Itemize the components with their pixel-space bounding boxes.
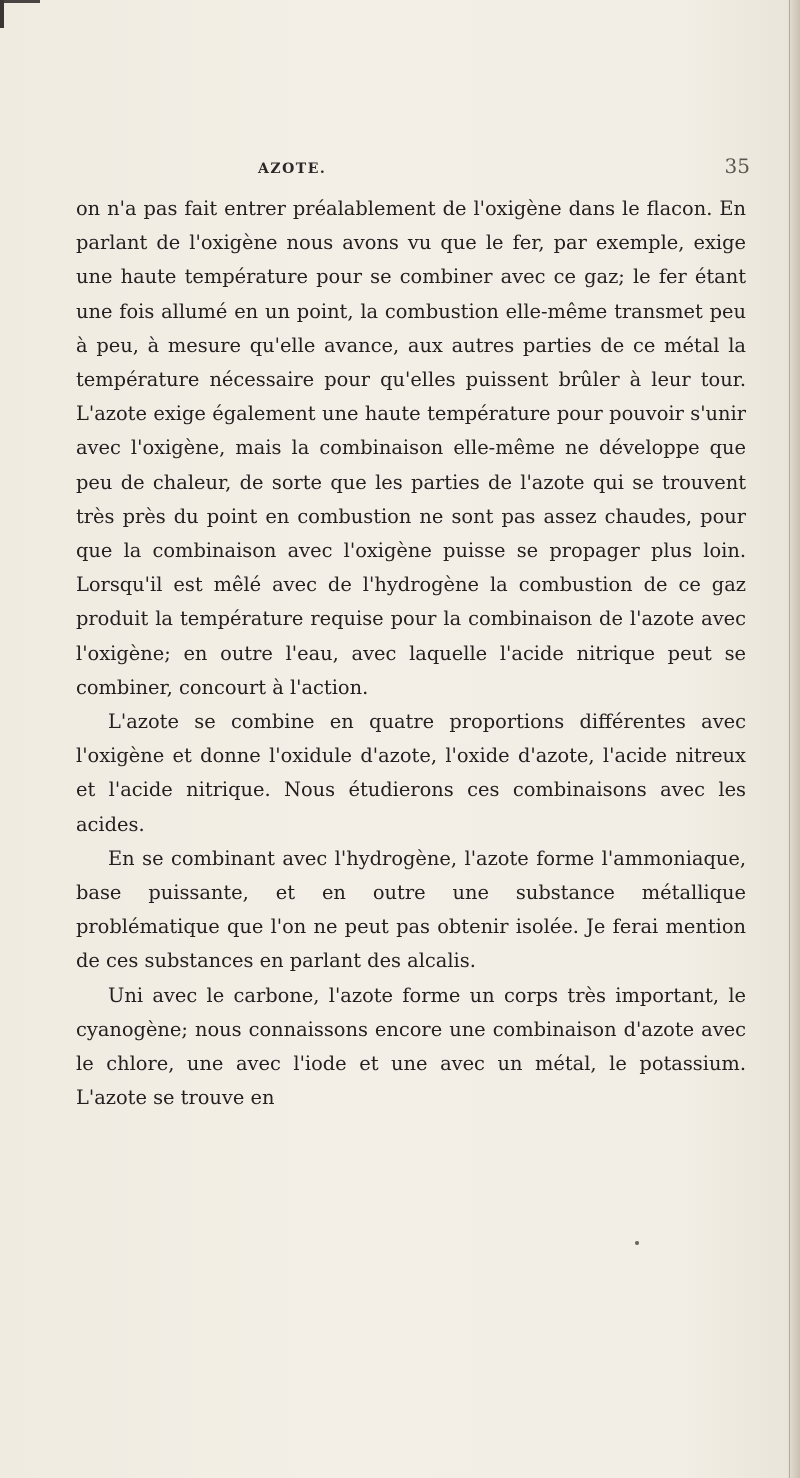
scan-edge-left [0,0,4,28]
paragraph-3: En se combinant avec l'hydrogène, l'azote forme l'ammoniaque, base puissante, et en outre une substance métallique problématique que l'on ne peut pas obtenir isolée. Je ferai mention de ces substances en parlant des alcalis. [76,846,746,973]
body-text [76,192,746,1115]
page-number: 35 [724,154,750,178]
running-title: AZOTE. [258,161,327,177]
paragraph-2: L'azote se combine en quatre proportions différentes avec l'oxigène et donne l'oxidule d'azote, l'oxide d'azote, l'acide nitreux et l'acide nitrique. Nous étudierons ces combinaisons avec les acides. [76,710,746,836]
scan-edge-top [0,0,40,3]
page-fold-line [789,0,790,1478]
paper-speck [635,1241,639,1245]
paragraph-1: on n'a pas fait entrer préalablement de l'oxigène dans le flacon. En parlant de l'oxigène nous avons vu que le fer, par exemple, exige une haute température pour se combiner avec ce gaz; le fer étant une fois allumé en un point, la combustion elle-même transmet peu à peu, à mesure qu'elle avance, aux autres parties de ce métal la température nécessaire pour qu'elles puissent brûler à leur tour. L'azote exige également une haute température pour pouvoir s'unir avec l'oxigène, mais la combinaison elle-même ne développe que peu de chaleur, de sorte que les parties de l'azote qui se trouvent très près du point en combustion ne sont pas assez chaudes, pour que la combinaison avec l'oxigène puisse se propager plus loin. Lorsqu'il est mêlé avec de l'hydrogène la combustion de ce gaz produit la température requise pour la combinaison de l'azote avec l'oxigène; en outre l'eau, avec laquelle l'acide nitrique peut se combiner, concourt à l'action. [76,197,746,699]
paragraph-4: Uni avec le carbone, l'azote forme un corps très important, le cyanogène; nous connaissons encore une combinaison d'azote avec le chlore, une avec l'iode et une avec un métal, le potassium. L'azote se trouve en [76,983,746,1110]
page-header [90,143,750,183]
